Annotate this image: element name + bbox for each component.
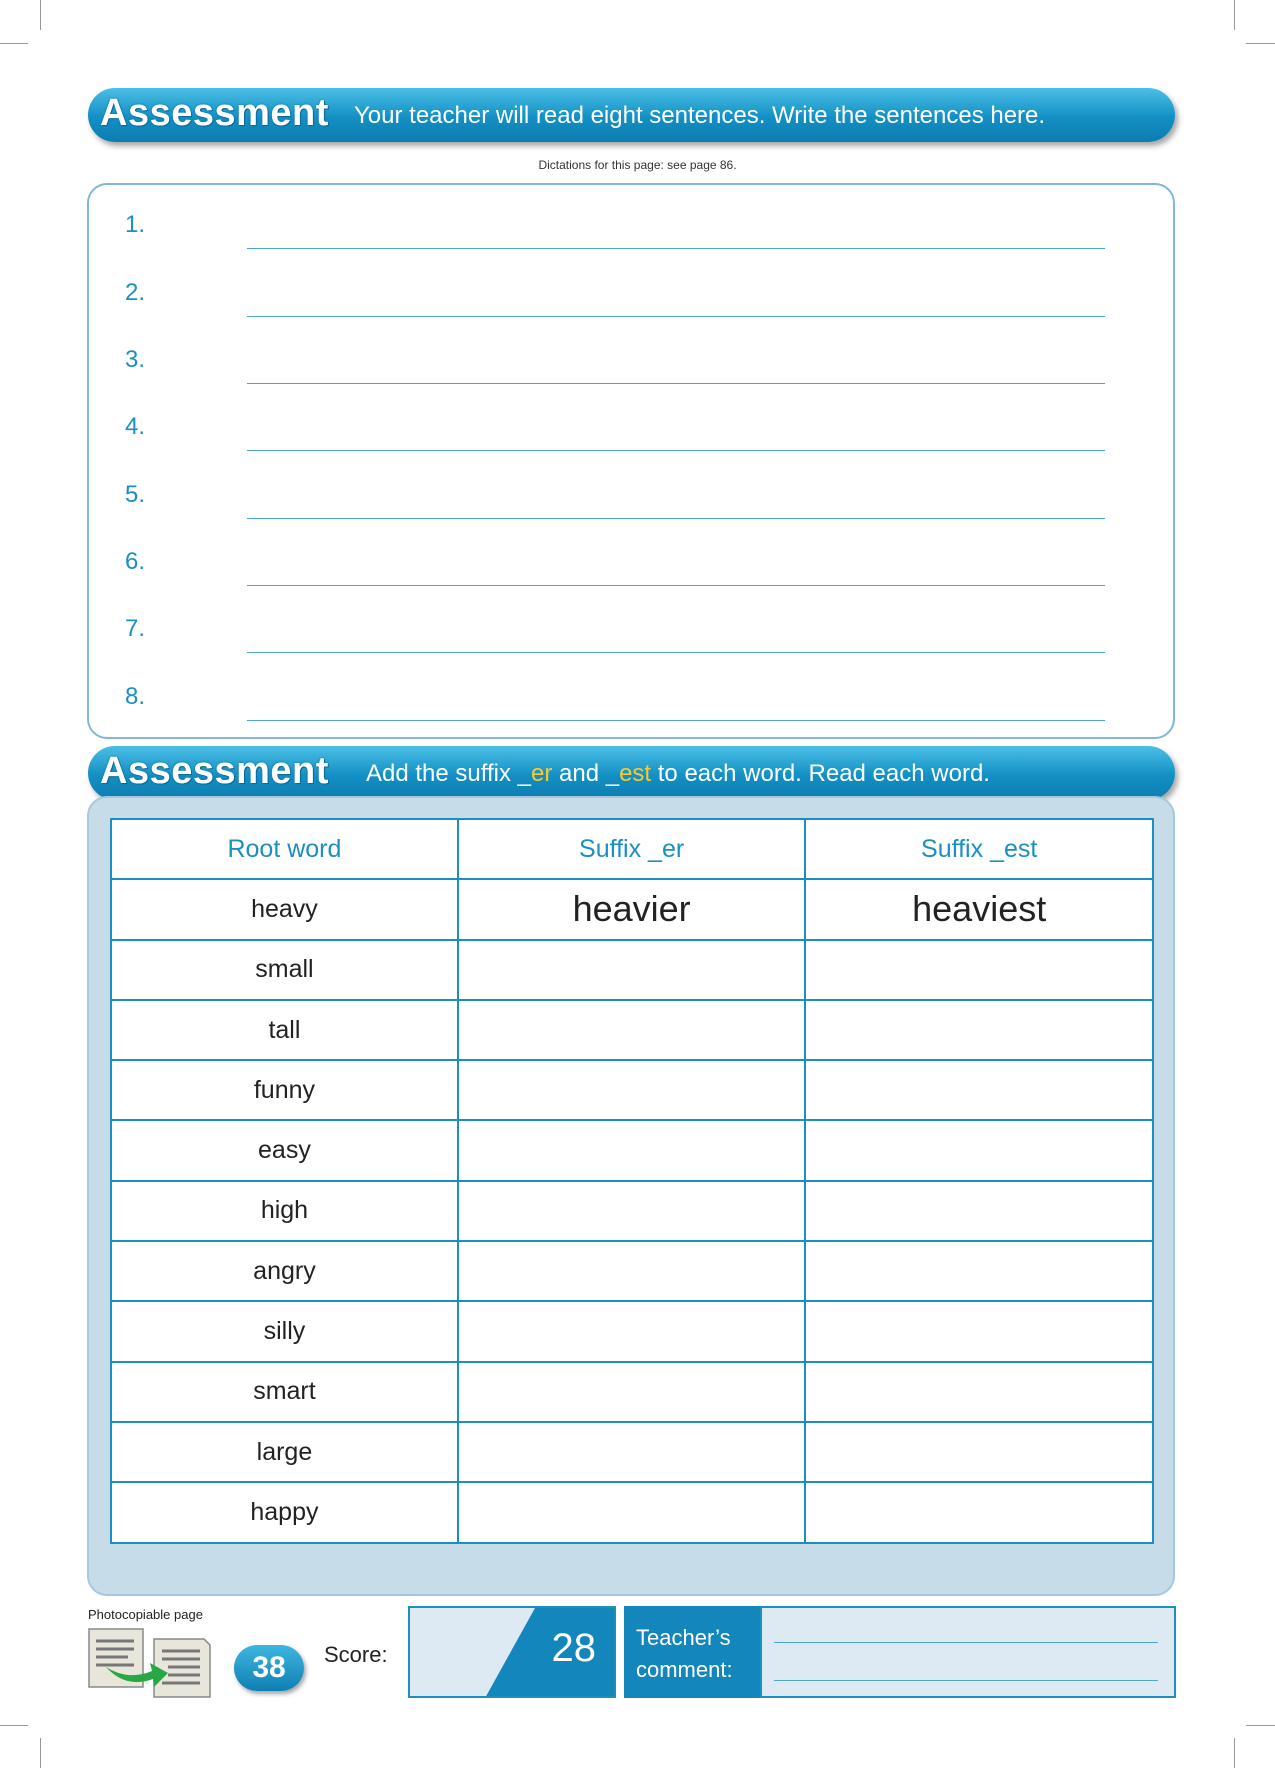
- table-row: [111, 1482, 1153, 1542]
- assessment-banner-suffix: [88, 746, 1175, 800]
- suffix-est-cell[interactable]: [805, 1000, 1153, 1060]
- table-row: [111, 1422, 1153, 1482]
- table-row: [111, 1301, 1153, 1361]
- header-root-word: Root word: [111, 819, 458, 879]
- suffix-er-cell[interactable]: [458, 1000, 805, 1060]
- score-label: Score:: [324, 1642, 388, 1667]
- root-word-cell: large: [111, 1422, 458, 1482]
- root-word-cell: tall: [111, 1000, 458, 1060]
- dictation-instruction: Your teacher will read eight sentences. Write the sentences here.: [354, 102, 1046, 129]
- teacher-comment-label-line1: Teacher’s: [636, 1625, 731, 1650]
- photocopiable-label: Photocopiable page: [88, 1607, 203, 1622]
- line-number: 4.: [125, 413, 146, 440]
- header-suffix-er: Suffix _er: [458, 819, 805, 879]
- suffix-est-cell[interactable]: [805, 1422, 1153, 1482]
- root-word-cell: angry: [111, 1241, 458, 1301]
- suffix-er-cell[interactable]: [458, 1362, 805, 1422]
- instruction-text: and _: [552, 760, 620, 787]
- suffix-est-cell[interactable]: [805, 1482, 1153, 1542]
- suffix-er-cell[interactable]: [458, 1301, 805, 1361]
- dictation-line-2[interactable]: [125, 265, 1141, 305]
- page-number-badge: 38: [234, 1645, 304, 1691]
- photocopy-icon: [88, 1627, 213, 1699]
- suffix-est-highlight: est: [619, 760, 652, 787]
- table-row: [111, 940, 1153, 1000]
- suffix-er-cell[interactable]: [458, 1482, 805, 1542]
- table-row: [111, 1120, 1153, 1180]
- suffix-er-cell[interactable]: [458, 1060, 805, 1120]
- assessment-banner-dictation: [88, 88, 1175, 142]
- suffix-est-cell[interactable]: [805, 1241, 1153, 1301]
- root-word-cell: silly: [111, 1301, 458, 1361]
- crop-mark: [0, 43, 28, 44]
- suffix-est-cell[interactable]: heaviest: [805, 879, 1153, 939]
- teacher-comment-box[interactable]: [760, 1606, 1176, 1698]
- suffix-er-cell[interactable]: [458, 1241, 805, 1301]
- root-word-cell: easy: [111, 1120, 458, 1180]
- suffix-er-cell[interactable]: [458, 940, 805, 1000]
- root-word-cell: funny: [111, 1060, 458, 1120]
- suffix-est-cell[interactable]: [805, 1060, 1153, 1120]
- suffix-er-cell[interactable]: [458, 1120, 805, 1180]
- line-number: 2.: [125, 279, 146, 306]
- writing-line[interactable]: [247, 518, 1105, 519]
- suffix-est-cell[interactable]: [805, 940, 1153, 1000]
- suffix-er-cell[interactable]: [458, 1422, 805, 1482]
- dictation-line-8[interactable]: [125, 669, 1141, 709]
- comment-line[interactable]: [774, 1642, 1158, 1643]
- writing-line[interactable]: [247, 383, 1105, 384]
- dictation-line-1[interactable]: [125, 197, 1141, 237]
- suffix-est-cell[interactable]: [805, 1120, 1153, 1180]
- table-row: [111, 1181, 1153, 1241]
- assessment-title: Assessment: [100, 750, 329, 792]
- writing-line[interactable]: [247, 585, 1105, 586]
- score-max: 28: [551, 1626, 596, 1670]
- root-word-cell: smart: [111, 1362, 458, 1422]
- crop-mark: [0, 1725, 28, 1726]
- writing-line[interactable]: [247, 652, 1105, 653]
- dictation-line-4[interactable]: [125, 399, 1141, 439]
- dictation-line-3[interactable]: [125, 332, 1141, 372]
- dictation-line-5[interactable]: [125, 467, 1141, 507]
- teacher-comment-label: [624, 1606, 762, 1698]
- line-number: 6.: [125, 548, 146, 575]
- line-number: 1.: [125, 211, 146, 238]
- line-number: 3.: [125, 346, 146, 373]
- writing-line[interactable]: [247, 316, 1105, 317]
- crop-mark: [1234, 0, 1235, 30]
- suffix-instruction: [366, 760, 990, 788]
- table-row: [111, 1000, 1153, 1060]
- score-box[interactable]: [408, 1606, 616, 1698]
- crop-mark: [40, 1738, 41, 1768]
- writing-line[interactable]: [247, 248, 1105, 249]
- crop-mark: [1234, 1738, 1235, 1768]
- suffix-est-cell[interactable]: [805, 1181, 1153, 1241]
- dictation-line-7[interactable]: [125, 601, 1141, 641]
- root-word-cell: high: [111, 1181, 458, 1241]
- crop-mark: [1246, 1725, 1275, 1726]
- suffix-er-cell[interactable]: [458, 1181, 805, 1241]
- suffix-table: [110, 818, 1154, 1544]
- line-number: 8.: [125, 683, 146, 710]
- dictation-box: [87, 183, 1175, 739]
- table-row: [111, 1060, 1153, 1120]
- root-word-cell: happy: [111, 1482, 458, 1542]
- header-suffix-est: Suffix _est: [805, 819, 1153, 879]
- dictation-note: Dictations for this page: see page 86.: [538, 158, 737, 172]
- line-number: 5.: [125, 481, 146, 508]
- suffix-er-highlight: er: [531, 760, 553, 787]
- crop-mark: [1246, 43, 1275, 44]
- table-row: [111, 879, 1153, 939]
- suffix-est-cell[interactable]: [805, 1362, 1153, 1422]
- root-word-cell: small: [111, 940, 458, 1000]
- writing-line[interactable]: [247, 720, 1105, 721]
- crop-mark: [40, 0, 41, 30]
- instruction-text: Add the suffix _: [366, 760, 531, 787]
- table-header-row: [111, 819, 1153, 879]
- writing-line[interactable]: [247, 450, 1105, 451]
- table-row: [111, 1362, 1153, 1422]
- root-word-cell: heavy: [111, 879, 458, 939]
- dictation-line-6[interactable]: [125, 534, 1141, 574]
- suffix-er-cell[interactable]: heavier: [458, 879, 805, 939]
- assessment-title: Assessment: [100, 92, 329, 134]
- comment-line[interactable]: [774, 1680, 1158, 1681]
- table-row: [111, 1241, 1153, 1301]
- instruction-text: to each word. Read each word.: [651, 760, 990, 787]
- teacher-comment-label-line2: comment:: [636, 1657, 733, 1682]
- suffix-est-cell[interactable]: [805, 1301, 1153, 1361]
- line-number: 7.: [125, 615, 146, 642]
